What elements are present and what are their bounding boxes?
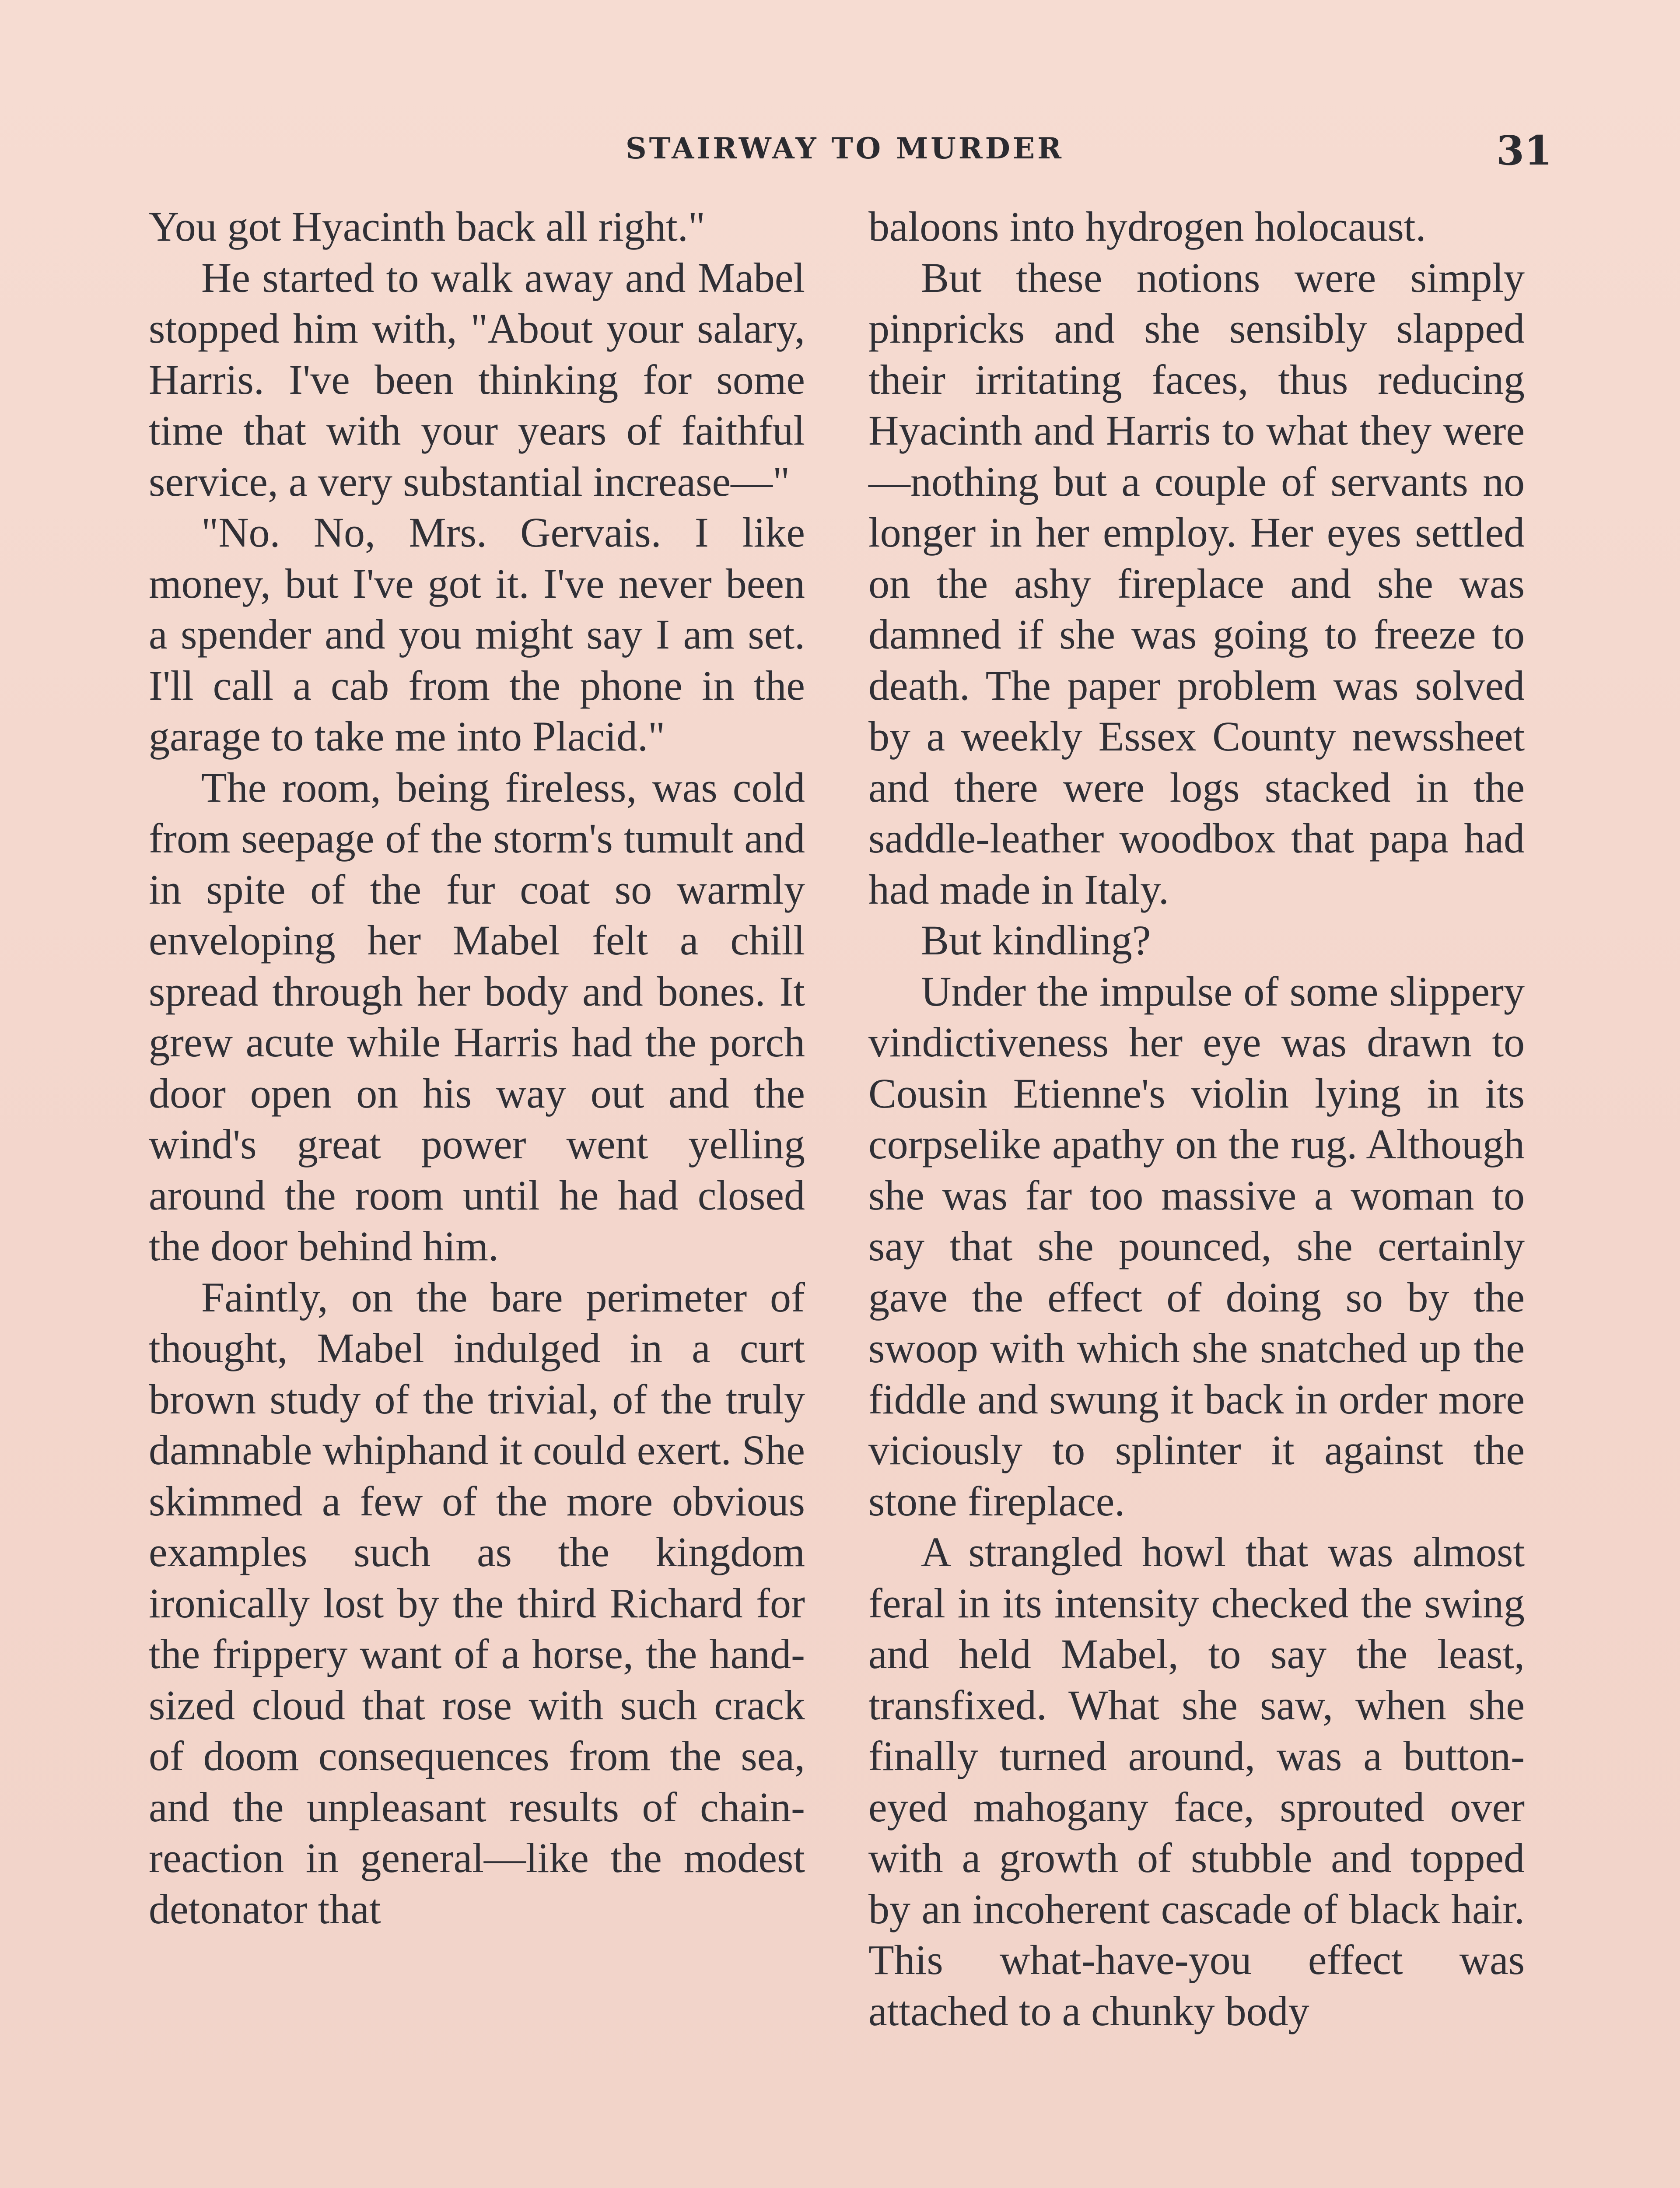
text-column-right (868, 201, 1525, 2037)
paragraph: Under the impulse of some slippery vindictiveness her eye was drawn to Cousin Etienne's violin lying in its corpselike apathy on the rug. Although she was far too massive a woman to say that she pounced, she certainly gave the effect of doing so by the swoop with which she snatched up the fiddle and swung it back in order more viciously to splinter it against the stone fireplace. (868, 968, 1525, 1525)
text-column-left (149, 201, 805, 1935)
paragraph: baloons into hydrogen holocaust. (868, 203, 1426, 250)
paragraph: Faintly, on the bare perimeter of thought, Mabel indulged in a curt brown study of the trivial, of the truly damnable whiphand it could exert. She skimmed a few of the more obvious examples such as the kingdom ironically lost by the third Richard for the frippery want of a horse, the hand-sized cloud that rose with such crack of doom consequences from the sea, and the unpleasant results of chain-reaction in general—like the modest detonator that (149, 1273, 805, 1932)
paragraph: "No. No, Mrs. Gervais. I like money, but I've got it. I've never been a spender and you might say I am set. I'll call a cab from the phone in the garage to take me into Placid." (149, 509, 805, 760)
paragraph: The room, being fireless, was cold from seepage of the storm's tumult and in spite of the fur coat so warmly enveloping her Mabel felt a chill spread through her body and bones. It grew acute while Harris had the porch door open on his way out and the wind's great power went yelling around the room until he had closed the door behind him. (149, 764, 805, 1269)
paragraph: A strangled howl that was almost feral in its intensity checked the swing and held Mabel, to say the least, transfixed. What she saw, when she finally turned around, was a button-eyed mahogany face, sprouted over with a growth of stubble and topped by an incoherent cascade of black hair. This what-have-you effect was attached to a chunky body (868, 1529, 1525, 2034)
paragraph: You got Hyacinth back all right." (149, 203, 705, 250)
paragraph: He started to walk away and Mabel stopped him with, "About your salary, Harris. I've been thinking for some time that with your years of faithful service, a very substantial increase—" (149, 254, 805, 505)
paragraph: But kindling? (921, 917, 1151, 964)
running-title: STAIRWAY TO MURDER (626, 131, 1064, 165)
paragraph: But these notions were simply pinpricks and she sensibly slapped their irritating faces, thus reducing Hyacinth and Harris to what they were—nothing but a couple of servants no longer in her employ. Her eyes settled on the ashy fireplace and she was damned if she was going to freeze to death. The paper problem was solved by a weekly Essex County newssheet and there were logs stacked in the saddle-leather woodbox that papa had had made in Italy. (868, 254, 1525, 913)
page-number: 31 (1496, 127, 1553, 174)
